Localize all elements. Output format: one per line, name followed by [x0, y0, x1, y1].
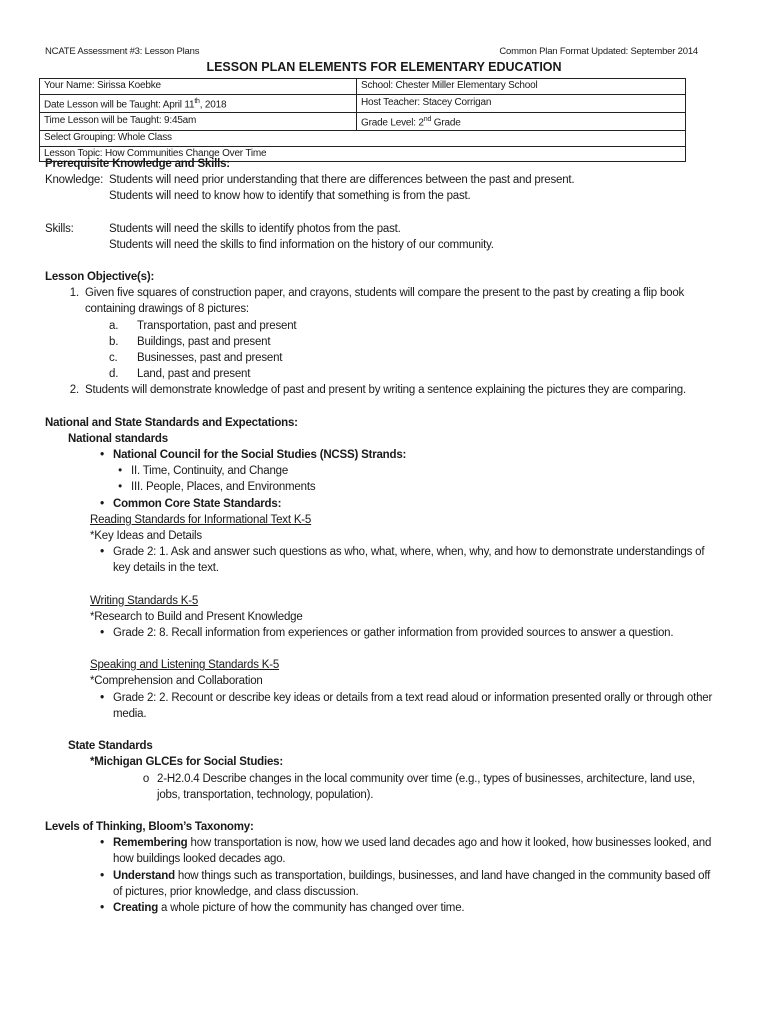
blooms-item	[113, 835, 715, 867]
list-item	[45, 868, 715, 900]
list-item	[45, 690, 715, 722]
objective-item-2	[45, 382, 715, 398]
list-item	[45, 479, 715, 495]
your-name-cell: Your Name: Sirissa Koebke	[40, 79, 357, 95]
spacer	[45, 641, 715, 657]
sub-letter: a.	[109, 319, 119, 332]
table-row	[40, 94, 686, 112]
hollow-bullet-icon: o	[142, 772, 150, 785]
state-standards-heading: State Standards	[68, 740, 153, 753]
speaking-standards-sub: *Comprehension and Collaboration	[90, 675, 263, 688]
grouping-cell: Select Grouping: Whole Class	[40, 131, 686, 147]
bullet-icon: •	[100, 837, 104, 850]
date-cell	[40, 94, 357, 112]
bullet-icon: •	[118, 465, 122, 478]
blooms-item	[113, 900, 715, 916]
sub-text: Buildings, past and present	[137, 335, 271, 348]
objectives-heading: Lesson Objective(s):	[45, 271, 155, 284]
list-item	[45, 496, 715, 512]
spacer	[45, 205, 715, 221]
header-right: Common Plan Format Updated: September 2014	[499, 46, 698, 57]
blooms-item	[113, 868, 715, 900]
blooms-heading: Levels of Thinking, Bloom’s Taxonomy:	[45, 820, 254, 833]
objective-text: Students will demonstrate knowledge of past and present by writing a sentence explaining the pictures they are comparing.	[85, 384, 686, 397]
sub-letter: b.	[109, 335, 119, 348]
list-item	[45, 900, 715, 916]
standards-heading: National and State Standards and Expectations:	[45, 416, 298, 429]
list-item	[45, 835, 715, 867]
grade-level-cell	[357, 112, 686, 130]
sub-text: Land, past and present	[137, 368, 251, 381]
reading-standards-sub: *Key Ideas and Details	[90, 530, 202, 543]
reading-standards-title: Reading Standards for Informational Text K-5	[90, 513, 312, 526]
skills-text-2: Students will need the skills to find information on the history of our community.	[109, 238, 494, 251]
objective-number: 2.	[69, 384, 79, 397]
objective-text: Given five squares of construction paper, and crayons, students will compare the present to the past by creating a flip book containing drawings of 8 pictures:	[85, 287, 685, 316]
speaking-standard-item: Grade 2: 2. Recount or describe key ideas or details from a text read aloud or information presented orally or through other media.	[113, 691, 713, 720]
date-prefix: Date Lesson will be Taught: April 11	[44, 98, 195, 110]
list-item	[45, 366, 715, 382]
bullet-icon: •	[100, 497, 104, 510]
list-item	[45, 463, 715, 479]
reading-standard-item: Grade 2: 1. Ask and answer such questions as who, what, where, when, why, and how to demonstrate understandings of key details in the text.	[113, 546, 705, 575]
michigan-item: 2-H2.0.4 Describe changes in the local community over time (e.g., types of businesses, architecture, land use, jobs, transportation, technology, population).	[157, 772, 695, 801]
list-item	[45, 544, 715, 576]
writing-standards-title: Writing Standards K-5	[90, 594, 199, 607]
spacer	[45, 803, 715, 819]
grade-suffix: Grade	[431, 117, 461, 129]
school-cell: School: Chester Miller Elementary School	[357, 79, 686, 95]
spacer	[45, 722, 715, 738]
skills-text-1: Students will need the skills to identify photos from the past.	[109, 222, 401, 235]
date-sup: th	[194, 97, 200, 105]
list-item	[45, 350, 715, 366]
bullet-icon: •	[100, 691, 104, 704]
table-row	[40, 131, 686, 147]
spacer	[45, 399, 715, 415]
blooms-desc: how transportation is now, how we used land decades ago and how it looked, how businesses looked, and how buildings looked decades ago.	[113, 837, 712, 866]
grade-prefix: Grade Level: 2	[361, 117, 424, 129]
ncss-item: III. People, Places, and Environments	[131, 481, 316, 494]
list-item	[45, 318, 715, 334]
blooms-desc: a whole picture of how the community has changed over time.	[158, 901, 465, 914]
sub-text: Transportation, past and present	[137, 319, 297, 332]
objective-number: 1.	[69, 287, 79, 300]
bullet-icon: •	[100, 869, 104, 882]
list-item	[45, 334, 715, 350]
knowledge-label: Knowledge:	[45, 174, 104, 187]
spacer	[45, 253, 715, 269]
lesson-info-table	[39, 78, 686, 162]
blooms-desc: how things such as transportation, buildings, businesses, and land have changed in the community based off of pictures, prior knowledge, and class discussion.	[113, 869, 711, 898]
table-row	[40, 79, 686, 95]
document-body	[45, 156, 715, 916]
sub-letter: d.	[109, 368, 119, 381]
list-item	[45, 447, 715, 463]
national-standards-heading: National standards	[68, 432, 168, 445]
bullet-icon: •	[118, 481, 122, 494]
knowledge-row	[45, 172, 715, 188]
list-item	[45, 771, 715, 803]
skills-row	[45, 221, 715, 237]
spacer	[45, 577, 715, 593]
sub-text: Businesses, past and present	[137, 352, 283, 365]
knowledge-text-1: Students will need prior understanding that there are differences between the past and present.	[109, 174, 575, 187]
bullet-icon: •	[100, 901, 104, 914]
writing-standards-sub: *Research to Build and Present Knowledge	[90, 610, 303, 623]
michigan-heading: *Michigan GLCEs for Social Studies:	[90, 756, 284, 769]
table-row	[40, 112, 686, 130]
date-suffix: , 2018	[199, 98, 227, 110]
ccss-heading: Common Core State Standards:	[113, 497, 282, 510]
ncss-item: II. Time, Continuity, and Change	[131, 465, 289, 478]
blooms-term: Understand	[113, 869, 175, 882]
bullet-icon: •	[100, 449, 104, 462]
header-left: NCATE Assessment #3: Lesson Plans	[45, 46, 200, 57]
speaking-standards-title: Speaking and Listening Standards K-5	[90, 659, 280, 672]
bullet-icon: •	[100, 546, 104, 559]
ncss-heading: National Council for the Social Studies (NCSS) Strands:	[113, 449, 407, 462]
document-title: LESSON PLAN ELEMENTS FOR ELEMENTARY EDUCATION	[206, 60, 562, 74]
blooms-term: Creating	[113, 901, 159, 914]
writing-standard-item: Grade 2: 8. Recall information from experiences or gather information from provided sources to answer a question.	[113, 627, 674, 640]
sub-letter: c.	[109, 352, 118, 365]
list-item	[45, 625, 715, 641]
topic-cell: Lesson Topic: How Communities Change Over Time	[40, 146, 686, 162]
objective-item-1	[45, 285, 715, 317]
blooms-term: Remembering	[113, 837, 188, 850]
prereq-heading: Prerequisite Knowledge and Skills:	[45, 158, 230, 170]
bullet-icon: •	[100, 627, 104, 640]
host-teacher-cell: Host Teacher: Stacey Corrigan	[357, 94, 686, 112]
grade-sup: nd	[423, 115, 432, 123]
time-cell: Time Lesson will be Taught: 9:45am	[40, 112, 357, 130]
knowledge-text-2: Students will need to know how to identify that something is from the past.	[109, 190, 471, 203]
skills-label: Skills:	[45, 222, 74, 235]
